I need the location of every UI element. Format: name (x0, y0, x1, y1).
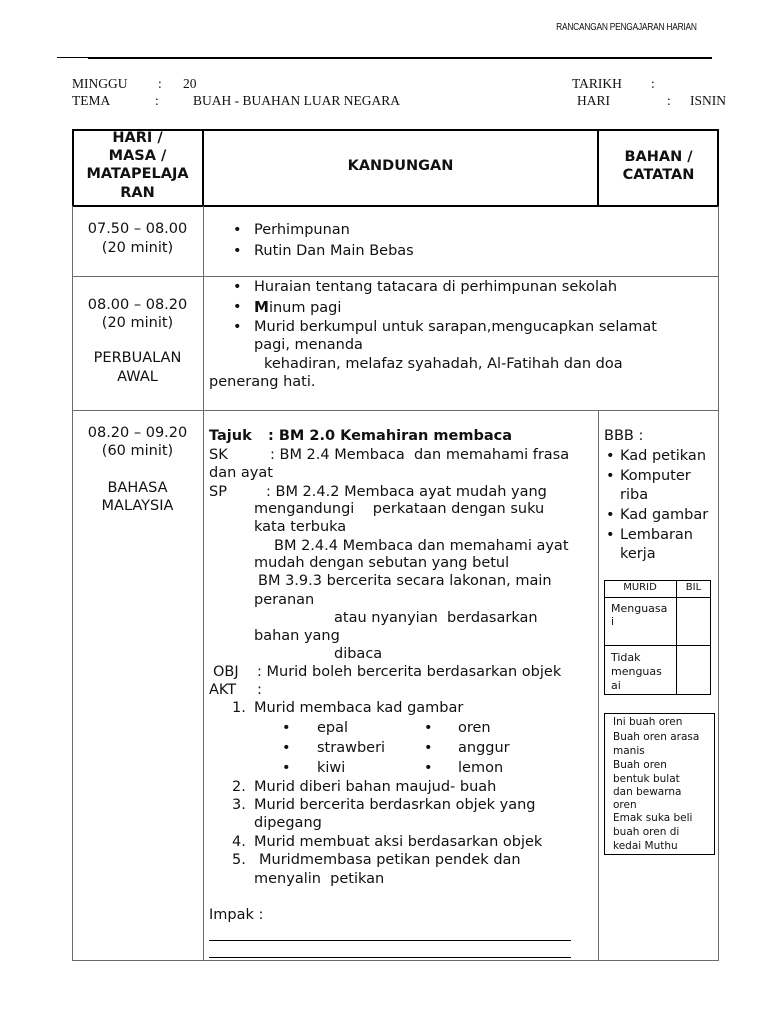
akt-separator: : (257, 682, 262, 698)
bullet-icon (233, 243, 242, 259)
duration: (60 minit) (101, 443, 174, 459)
materials-label: BBB : (604, 428, 644, 444)
minggu-separator: : (158, 76, 162, 91)
header-col3-line: BAHAN / (624, 149, 693, 165)
table-row-divider (72, 276, 719, 277)
reading-text-line: bentuk bulat (613, 773, 680, 785)
activity-text: Rutin Dan Main Bebas (254, 243, 414, 259)
reading-text-line: oren (613, 799, 637, 811)
bullet-icon (606, 527, 615, 543)
time-slot: 08.00 – 08.20 (87, 297, 188, 313)
hari-label: HARI (577, 93, 610, 108)
tajuk-label: Tajuk (209, 428, 252, 444)
subject-label: AWAL (117, 369, 158, 385)
mastery-table-divider (676, 580, 677, 695)
bullet-icon (424, 740, 433, 756)
sk-line: : BM 2.4 Membaca dan memahami frasa (270, 447, 570, 463)
mastery-row-label: Tidak (611, 651, 641, 664)
bullet-icon (606, 468, 615, 484)
tema-separator: : (155, 93, 159, 108)
time-slot: 07.50 – 08.00 (87, 221, 188, 237)
reading-text-line: Ini buah oren (613, 716, 683, 728)
header-col2: KANDUNGAN (347, 158, 454, 174)
bullet-icon (233, 319, 242, 335)
bullet-icon (233, 279, 242, 295)
tema-label: TEMA (72, 93, 111, 108)
header-col3-line: CATATAN (622, 167, 695, 183)
sp-label: SP (209, 484, 227, 500)
table-bottom-border (72, 960, 719, 961)
sp-line: BM 3.9.3 bercerita secara lakonan, main (258, 573, 552, 589)
sk-label: SK (209, 447, 228, 463)
activity-continuation: pagi, menanda (254, 337, 363, 353)
hari-value: ISNIN (690, 93, 726, 108)
fruit-item: strawberi (317, 740, 386, 756)
step-text: Muridmembasa petikan pendek dan (259, 852, 521, 868)
sp-line: peranan (254, 592, 315, 608)
mastery-row-label: Menguasa (611, 602, 668, 615)
sp-line: BM 2.4.4 Membaca dan memahami ayat (274, 538, 569, 554)
header-rule (88, 57, 712, 59)
header-col1-line: HARI / (112, 130, 163, 146)
bullet-icon (606, 507, 615, 523)
reading-text-line: buah oren di (613, 826, 680, 838)
bullet-icon (606, 448, 615, 464)
material-item: Lembaran (620, 527, 693, 543)
reading-text-line: kedai Muthu (613, 840, 678, 852)
table-right-border (718, 206, 719, 961)
tarikh-separator: : (651, 76, 655, 91)
fruit-item: oren (458, 720, 491, 736)
akt-label: AKT (209, 682, 237, 698)
mastery-header-bil: BIL (685, 582, 702, 593)
mastery-row-label: ai (611, 679, 621, 692)
step-number: 5. (232, 852, 246, 868)
step-text: Murid bercerita berdasrkan objek yang (254, 797, 536, 813)
bullet-icon (424, 760, 433, 776)
activity-text-rest: inum pagi (268, 300, 342, 316)
reading-text-line: Emak suka beli (613, 812, 693, 824)
table-row-divider (72, 410, 719, 411)
tema-value: BUAH - BUAHAN LUAR NEGARA (193, 93, 400, 108)
activity-continuation: kehadiran, melafaz syahadah, Al-Fatihah dan doa (264, 356, 623, 372)
sp-line: bahan yang (254, 628, 340, 644)
obj-value: : Murid boleh bercerita berdasarkan objek (257, 664, 562, 680)
minggu-value: 20 (183, 76, 197, 91)
fruit-item: anggur (458, 740, 510, 756)
reading-text-line: Buah oren (613, 759, 667, 771)
fruit-item: lemon (458, 760, 504, 776)
bullet-icon (282, 720, 291, 736)
step-number: 4. (232, 834, 246, 850)
bullet-icon (282, 740, 291, 756)
impak-writing-line (209, 957, 571, 958)
step-text: Murid diberi bahan maujud- buah (254, 779, 497, 795)
reading-text-line: Buah oren arasa (613, 731, 700, 743)
reading-text-line: dan bewarna (613, 786, 682, 798)
material-item: kerja (620, 546, 656, 562)
mastery-row-label: menguas (611, 665, 662, 678)
header-col1-line: MASA / (108, 148, 167, 164)
bullet-icon (233, 222, 242, 238)
sp-line: mengandungi perkataan dengan suku (254, 501, 545, 517)
activity-continuation: penerang hati. (209, 374, 316, 390)
document-title: RANCANGAN PENGAJARAN HARIAN (556, 21, 697, 33)
step-number: 2. (232, 779, 246, 795)
sp-line: : BM 2.4.2 Membaca ayat mudah yang (266, 484, 547, 500)
sp-line: kata terbuka (254, 519, 347, 535)
material-item: Kad gambar (620, 507, 709, 523)
subject-label: MALAYSIA (101, 498, 174, 514)
duration: (20 minit) (101, 240, 174, 256)
header-col1-line: MATAPELAJA (86, 166, 189, 182)
header-rule-short (57, 57, 88, 58)
impak-label: Impak : (209, 907, 264, 923)
activity-text: Perhimpunan (254, 222, 350, 238)
header-col1-line: RAN (120, 185, 155, 201)
table-column-divider (598, 410, 599, 961)
sp-line: mudah dengan sebutan yang betul (254, 555, 510, 571)
step-text: dipegang (254, 815, 322, 831)
obj-label: OBJ (213, 664, 239, 680)
sp-line: atau nyanyian berdasarkan (334, 610, 538, 626)
mastery-row-label: i (611, 615, 615, 628)
step-text: Murid membaca kad gambar (254, 700, 464, 716)
subject-label: PERBUALAN (93, 350, 182, 366)
activity-text-bold: M (254, 298, 269, 316)
mastery-header-murid: MURID (623, 582, 657, 593)
minggu-label: MINGGU (72, 76, 128, 91)
activity-text: Huraian tentang tatacara di perhimpunan sekolah (254, 279, 618, 295)
subject-label: BAHASA (107, 480, 168, 496)
impak-writing-line (209, 940, 571, 941)
bullet-icon (424, 720, 433, 736)
mastery-table-divider (604, 645, 711, 646)
step-number: 1. (232, 700, 246, 716)
activity-text: Murid berkumpul untuk sarapan,mengucapkan selamat (254, 319, 657, 335)
fruit-item: epal (317, 720, 349, 736)
fruit-item: kiwi (317, 760, 346, 776)
hari-separator: : (667, 93, 671, 108)
bullet-icon (233, 299, 242, 315)
material-item: Komputer (620, 468, 691, 484)
material-item: Kad petikan (620, 448, 707, 464)
step-number: 3. (232, 797, 246, 813)
activity-text (254, 299, 341, 316)
step-text: Murid membuat aksi berdasarkan objek (254, 834, 543, 850)
sp-line: dibaca (334, 646, 383, 662)
reading-text-line: manis (613, 745, 645, 757)
material-item: riba (620, 487, 649, 503)
step-text: menyalin petikan (254, 871, 385, 887)
bullet-icon (282, 760, 291, 776)
tarikh-label: TARIKH (572, 76, 622, 91)
tajuk-value: : BM 2.0 Kemahiran membaca (268, 428, 513, 444)
table-column-divider (203, 206, 204, 961)
duration: (20 minit) (101, 315, 174, 331)
mastery-table-divider (604, 597, 711, 598)
time-slot: 08.20 – 09.20 (87, 425, 188, 441)
sk-line: dan ayat (209, 465, 273, 481)
